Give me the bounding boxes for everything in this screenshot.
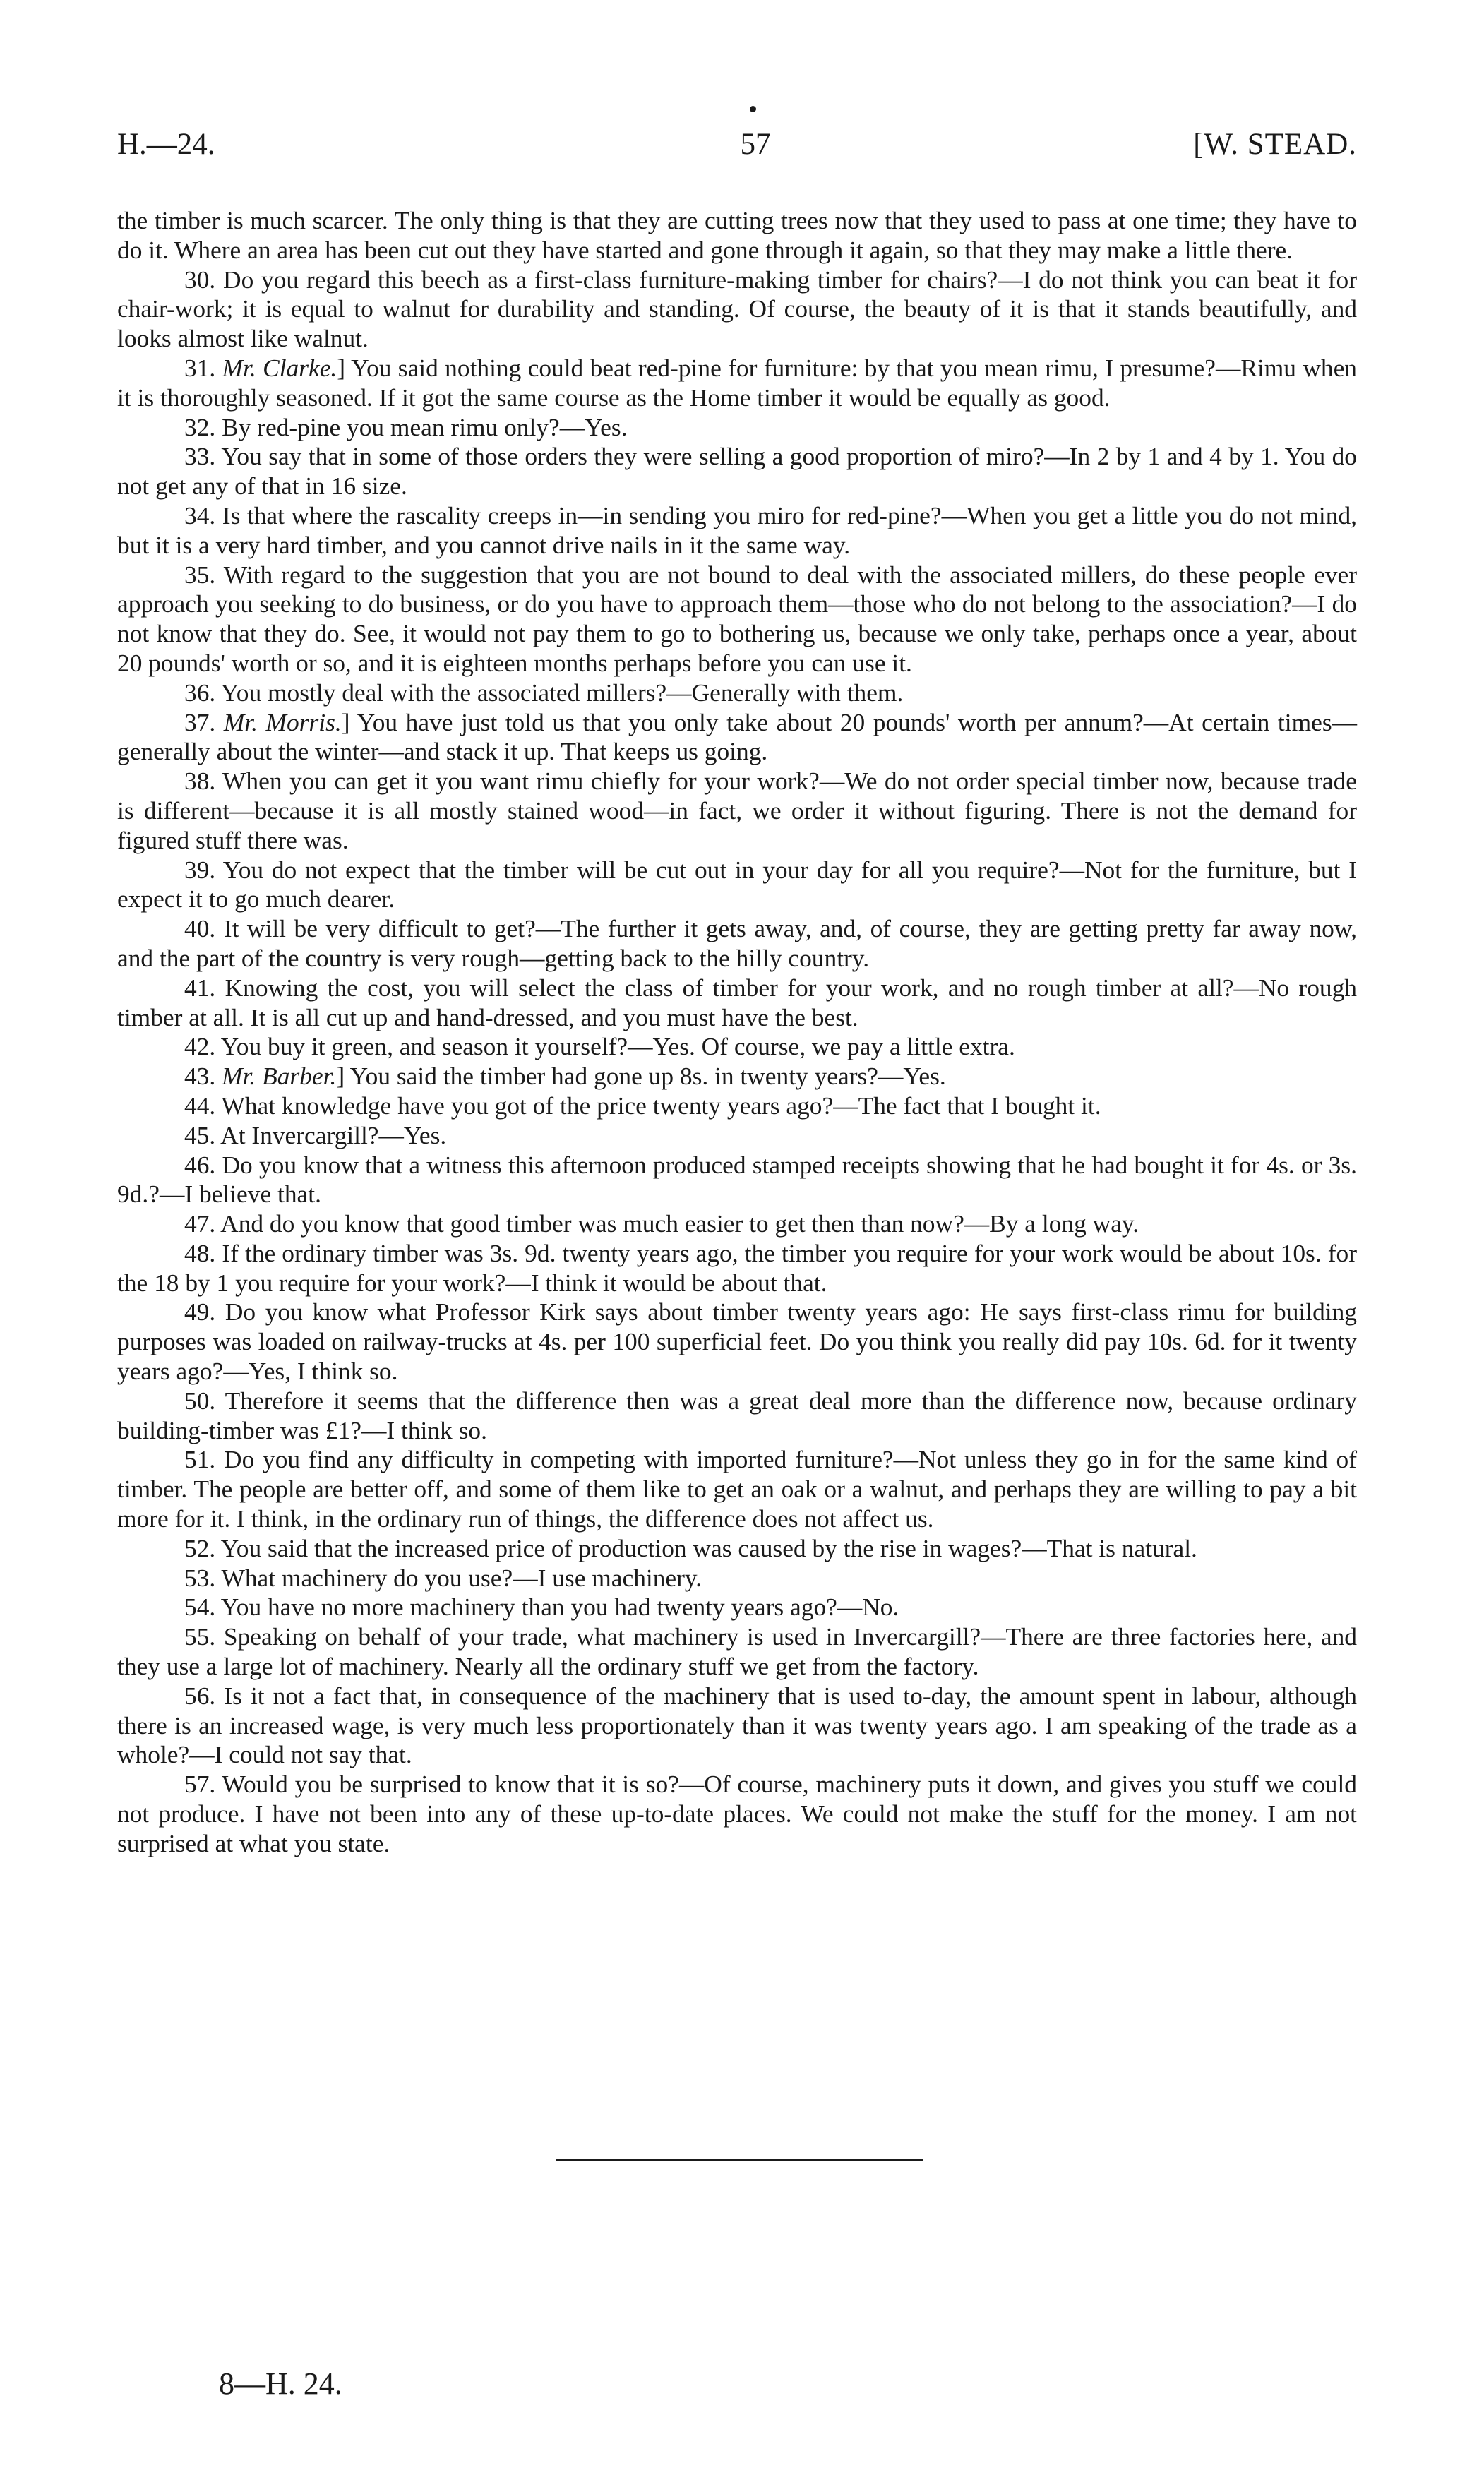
paragraph-text: You mostly deal with the associated millers?—Generally with them. bbox=[220, 678, 904, 707]
question-paragraph bbox=[117, 442, 1357, 501]
paragraph-text: What knowledge have you got of the price twenty years ago?—The fact that I bought it. bbox=[221, 1091, 1101, 1120]
question-paragraph bbox=[117, 678, 1357, 708]
question-number: 48. bbox=[184, 1238, 222, 1267]
question-paragraph bbox=[117, 708, 1357, 767]
question-number: 45. bbox=[184, 1120, 221, 1149]
paragraph-text: Is that where the rascality creeps in—in sending you miro for red-pine?—When you get a little you do not mind, but it is a very hard timber, and you cannot drive nails in it the same way. bbox=[117, 501, 1357, 559]
paragraph-text: the timber is much scarcer. The only thing is that they are cutting trees now that they used to pass at one time; they have to do it. Where an area has been cut out they have started and gone through it again, so that they may make a little there. bbox=[117, 206, 1357, 264]
header-page-number: 57 bbox=[740, 128, 771, 161]
question-number: 55. bbox=[184, 1622, 224, 1651]
header-witness-name: [W. STEAD. bbox=[1193, 128, 1357, 161]
question-number: 47. bbox=[184, 1209, 221, 1238]
question-paragraph bbox=[117, 1062, 1357, 1091]
question-number: 56. bbox=[184, 1681, 225, 1710]
question-number: 49. bbox=[184, 1298, 225, 1326]
question-paragraph bbox=[117, 1682, 1357, 1770]
paragraph-text: ] You have just told us that you only take about 20 pounds' worth per annum?—At certain times—generally about the winter—and stack it up. That keeps us going. bbox=[117, 707, 1357, 766]
question-number: 36. bbox=[184, 678, 221, 707]
question-paragraph bbox=[117, 767, 1357, 855]
ink-dot bbox=[750, 106, 756, 112]
questioner-name: Mr. Barber. bbox=[222, 1062, 337, 1091]
paragraph-text: Would you be surprised to know that it is so?—Of course, machinery puts it down, and gives you stuff we could not produce. I have not been into any of these up-to-date places. We could not make the stuff for the money. I am not surprised at what you state. bbox=[117, 1770, 1357, 1857]
paragraph-text: Speaking on behalf of your trade, what machinery is used in Invercargill?—There are three factories here, and they use a large lot of machinery. Nearly all the ordinary stuff we get from the factory. bbox=[117, 1622, 1357, 1681]
question-number: 35. bbox=[184, 560, 224, 589]
paragraph-text: Do you regard this beech as a first-class furniture-making timber for chairs?—I do not think you can beat it for chair-work; it is equal to walnut for durability and standing. Of course, the beauty of it is that it stands beautifully, and looks almost like walnut. bbox=[117, 265, 1357, 353]
question-paragraph bbox=[117, 1386, 1357, 1446]
question-number: 52. bbox=[184, 1533, 221, 1562]
footer-signature: 8—H. 24. bbox=[219, 2366, 342, 2401]
question-paragraph bbox=[117, 1121, 1357, 1151]
paragraph-text: If the ordinary timber was 3s. 9d. twenty years ago, the timber you require for your work would be about 10s. for the 18 by 1 you require for your work?—I think it would be about that. bbox=[117, 1238, 1357, 1297]
question-paragraph bbox=[117, 413, 1357, 443]
paragraph-text: Do you know that a witness this afternoon produced stamped receipts showing that he had bought it for 4s. or 3s. 9d.?—I believe that. bbox=[117, 1150, 1357, 1209]
question-number: 34. bbox=[184, 501, 222, 529]
questioner-name: Mr. Morris. bbox=[223, 707, 342, 736]
question-paragraph bbox=[117, 1593, 1357, 1622]
paragraph-text: Do you know what Professor Kirk says about timber twenty years ago: He says first-class rimu for building purposes was loaded on railway-trucks at 4s. per 100 superficial feet. Do you think you really did pay 10s. 6d. for it twenty years ago?—Yes, I think so. bbox=[117, 1298, 1357, 1386]
question-number: 51. bbox=[184, 1445, 225, 1474]
question-paragraph bbox=[117, 914, 1357, 974]
question-paragraph bbox=[117, 1445, 1357, 1533]
paragraph-text: When you can get it you want rimu chiefly for your work?—We do not order special timber now, because trade is different—because it is all mostly stained wood—in fact, we order it without figuring. There is not the demand for figured stuff there was. bbox=[117, 767, 1358, 854]
question-paragraph bbox=[117, 1534, 1357, 1564]
question-number: 33. bbox=[184, 442, 222, 471]
paragraph-text: Knowing the cost, you will select the class of timber for your work, and no rough timber at all?—No rough timber at all. It is all cut up and hand-dressed, and you must have the best. bbox=[117, 973, 1357, 1031]
question-paragraph bbox=[117, 265, 1357, 354]
paragraph-text: ] You said nothing could beat red-pine for furniture: by that you mean rimu, I presume?—Rimu when it is thoroughly seasoned. If it got the same course as the Home timber it would be equally as good. bbox=[117, 353, 1357, 412]
paragraph-text: Is it not a fact that, in consequence of the machinery that is used to-day, the amount spent in labour, although there is an increased wage, is very much less proportionately than it was twenty years ago. I am speaking of the trade as a whole?—I could not say that. bbox=[117, 1681, 1357, 1769]
question-number: 50. bbox=[184, 1386, 225, 1415]
question-number: 53. bbox=[184, 1563, 222, 1592]
paragraph-text: You said that the increased price of production was caused by the rise in wages?—That is natural. bbox=[220, 1533, 1197, 1562]
question-number: 57. bbox=[184, 1770, 222, 1799]
question-paragraph bbox=[117, 1239, 1357, 1298]
question-number: 31. bbox=[184, 353, 222, 382]
paragraph-text: You have no more machinery than you had twenty years ago?—No. bbox=[220, 1593, 899, 1622]
question-number: 41. bbox=[184, 973, 225, 1002]
question-number: 42. bbox=[184, 1032, 221, 1061]
question-paragraph bbox=[117, 1622, 1357, 1682]
evidence-body bbox=[117, 206, 1357, 1859]
question-number: 38. bbox=[184, 767, 223, 796]
question-paragraph bbox=[117, 1091, 1357, 1121]
question-number: 37. bbox=[184, 707, 224, 736]
question-number: 44. bbox=[184, 1091, 222, 1120]
paragraph-text: Therefore it seems that the difference then was a great deal more than the difference now, because ordinary building-timber was £1?—I think so. bbox=[117, 1386, 1357, 1444]
question-paragraph bbox=[117, 561, 1357, 678]
paragraph-text: At Invercargill?—Yes. bbox=[220, 1120, 447, 1149]
question-number: 40. bbox=[184, 914, 224, 943]
question-paragraph bbox=[117, 354, 1357, 413]
end-rule bbox=[556, 2159, 923, 2161]
question-number: 32. bbox=[184, 412, 222, 441]
question-number: 30. bbox=[184, 265, 224, 294]
question-paragraph bbox=[117, 974, 1357, 1033]
question-paragraph bbox=[117, 1151, 1357, 1210]
paragraph-text: With regard to the suggestion that you are not bound to deal with the associated millers, do these people ever approach you seeking to do business, or do you have to approach them—those who do not belong to the association?—I do not know that they do. See, it would not pay them to go to bothering us, because we only take, perhaps once a year, about 20 pounds' worth or so, and it is eighteen months perhaps before you can use it. bbox=[117, 560, 1357, 677]
paragraph-text: Do you find any difficulty in competing with imported furniture?—Not unless they go in for the same kind of timber. The people are better off, and some of them like to get an oak or a walnut, and perhaps they are willing to pay a bit more for it. I think, in the ordinary run of things, the difference does not affect us. bbox=[117, 1445, 1357, 1533]
questioner-name: Mr. Clarke. bbox=[222, 353, 337, 382]
question-paragraph bbox=[117, 501, 1357, 561]
continued-paragraph bbox=[117, 206, 1357, 265]
paragraph-text: What machinery do you use?—I use machinery. bbox=[221, 1563, 702, 1592]
question-paragraph bbox=[117, 1209, 1357, 1239]
question-number: 46. bbox=[184, 1150, 222, 1179]
paragraph-text: You do not expect that the timber will be cut out in your day for all you require?—Not for the furniture, but I expect it to go much dearer. bbox=[117, 855, 1357, 913]
question-paragraph bbox=[117, 1770, 1357, 1858]
question-paragraph bbox=[117, 1298, 1357, 1386]
question-number: 39. bbox=[184, 855, 223, 884]
question-number: 54. bbox=[184, 1593, 221, 1622]
question-paragraph bbox=[117, 1032, 1357, 1062]
paragraph-text: It will be very difficult to get?—The further it gets away, and, of course, they are getting pretty far away now, and the part of the country is very rough—getting back to the hilly country. bbox=[117, 914, 1357, 972]
question-number: 43. bbox=[184, 1062, 222, 1091]
paragraph-text: By red-pine you mean rimu only?—Yes. bbox=[222, 412, 628, 441]
question-paragraph bbox=[117, 856, 1357, 915]
question-paragraph bbox=[117, 1564, 1357, 1593]
paragraph-text: ] You said the timber had gone up 8s. in twenty years?—Yes. bbox=[336, 1062, 946, 1091]
paragraph-text: And do you know that good timber was much easier to get then than now?—By a long way. bbox=[220, 1209, 1139, 1238]
header-paper-number: H.—24. bbox=[117, 128, 215, 161]
paragraph-text: You say that in some of those orders they were selling a good proportion of miro?—In 2 by 1 and 4 by 1. You do not get any of that in 16 size. bbox=[117, 442, 1357, 501]
paragraph-text: You buy it green, and season it yourself?—Yes. Of course, we pay a little extra. bbox=[220, 1032, 1015, 1061]
